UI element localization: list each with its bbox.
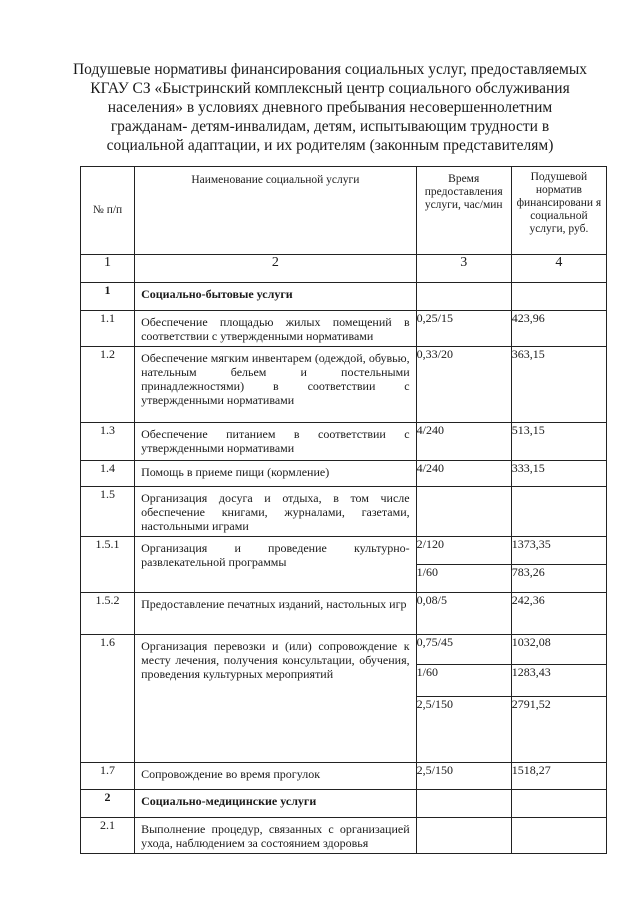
row-time: 0,25/15	[416, 311, 511, 347]
title-line: Подушевые нормативы финансирования социальных услуг, предоставляемых	[72, 61, 588, 78]
row-num: 1.1	[81, 311, 135, 347]
table-row	[81, 537, 607, 565]
row-name: Помощь в приеме пищи (кормление)	[135, 461, 417, 487]
table-header-row	[81, 167, 607, 255]
row-num: 1.4	[81, 461, 135, 487]
column-number: 4	[511, 255, 606, 283]
section-row	[81, 790, 607, 818]
row-num: 1.3	[81, 423, 135, 461]
column-number-row	[81, 255, 607, 283]
row-name: Обеспечение площадью жилых помещений в соответствии с утвержденными нормативами	[135, 311, 417, 347]
row-norm: 423,96	[511, 311, 606, 347]
row-time: 1/60	[416, 665, 511, 697]
row-norm: 1032,08	[511, 635, 606, 665]
row-time: 1/60	[416, 565, 511, 593]
table-row	[81, 763, 607, 790]
row-name: Организация перевозки и (или) сопровождение к месту лечения, получения консультации, обучения, проведения культурных мероприятий	[135, 635, 417, 763]
row-time: 2,5/150	[416, 763, 511, 790]
row-time: 4/240	[416, 461, 511, 487]
row-name: Организация и проведение культурно-развлекательной программы	[135, 537, 417, 593]
row-norm: 1373,35	[511, 537, 606, 565]
header-time: Время предоставления услуги, час/мин	[416, 167, 511, 255]
title-line: гражданам- детям-инвалидам, детям, испытывающим трудности в	[110, 118, 550, 135]
row-name: Социально-бытовые услуги	[135, 283, 417, 311]
table-row	[81, 461, 607, 487]
title-line: населения» в условиях дневного пребывания несовершеннолетним	[107, 99, 553, 116]
table-row	[81, 593, 607, 635]
header-num: № п/п	[81, 167, 135, 255]
row-norm: 333,15	[511, 461, 606, 487]
table-row	[81, 423, 607, 461]
row-num: 1.2	[81, 347, 135, 423]
title-line: КГАУ СЗ «Быстринский комплексный центр социального обслуживания	[90, 80, 570, 97]
title-line: социальной адаптации, и их родителям (законным представителям)	[106, 137, 554, 154]
row-time: 4/240	[416, 423, 511, 461]
row-name: Обеспечение питанием в соответствии с утвержденными нормативами	[135, 423, 417, 461]
column-number: 3	[416, 255, 511, 283]
column-number: 2	[135, 255, 417, 283]
row-time: 0,33/20	[416, 347, 511, 423]
row-norm: 513,15	[511, 423, 606, 461]
row-time: 2,5/150	[416, 697, 511, 763]
row-time: 0,75/45	[416, 635, 511, 665]
row-norm: 2791,52	[511, 697, 606, 763]
table-row	[81, 347, 607, 423]
table-row	[81, 487, 607, 537]
row-name: Социально-медицинские услуги	[135, 790, 417, 818]
row-name: Обеспечение мягким инвентарем (одеждой, обувью, нательным бельем и постельными принадлежностями) в соответствии с утвержденными нормативами	[135, 347, 417, 423]
row-num: 1.5.1	[81, 537, 135, 593]
row-num: 2	[81, 790, 135, 818]
services-table	[80, 166, 607, 854]
row-name: Организация досуга и отдыха, в том числе обеспечение книгами, журналами, газетами, настольными играми	[135, 487, 417, 537]
row-norm: 1518,27	[511, 763, 606, 790]
row-num: 1.5.2	[81, 593, 135, 635]
row-name: Сопровождение во время прогулок	[135, 763, 417, 790]
row-num: 2.1	[81, 818, 135, 854]
row-norm: 242,36	[511, 593, 606, 635]
row-num: 1.5	[81, 487, 135, 537]
section-row	[81, 283, 607, 311]
row-num: 1	[81, 283, 135, 311]
row-time: 2/120	[416, 537, 511, 565]
header-norm: Подушевой норматив финансировани я социальной услуги, руб.	[511, 167, 606, 255]
column-number: 1	[81, 255, 135, 283]
row-name: Выполнение процедур, связанных с организацией ухода, наблюдением за состоянием здоровья	[135, 818, 417, 854]
table-row	[81, 818, 607, 854]
table-row	[81, 311, 607, 347]
row-num: 1.6	[81, 635, 135, 763]
row-norm: 1283,43	[511, 665, 606, 697]
row-name: Предоставление печатных изданий, настольных игр	[135, 593, 417, 635]
header-name: Наименование социальной услуги	[135, 167, 417, 255]
row-norm: 363,15	[511, 347, 606, 423]
table-row	[81, 635, 607, 665]
row-num: 1.7	[81, 763, 135, 790]
document-title	[60, 60, 600, 155]
row-norm: 783,26	[511, 565, 606, 593]
row-time: 0,08/5	[416, 593, 511, 635]
